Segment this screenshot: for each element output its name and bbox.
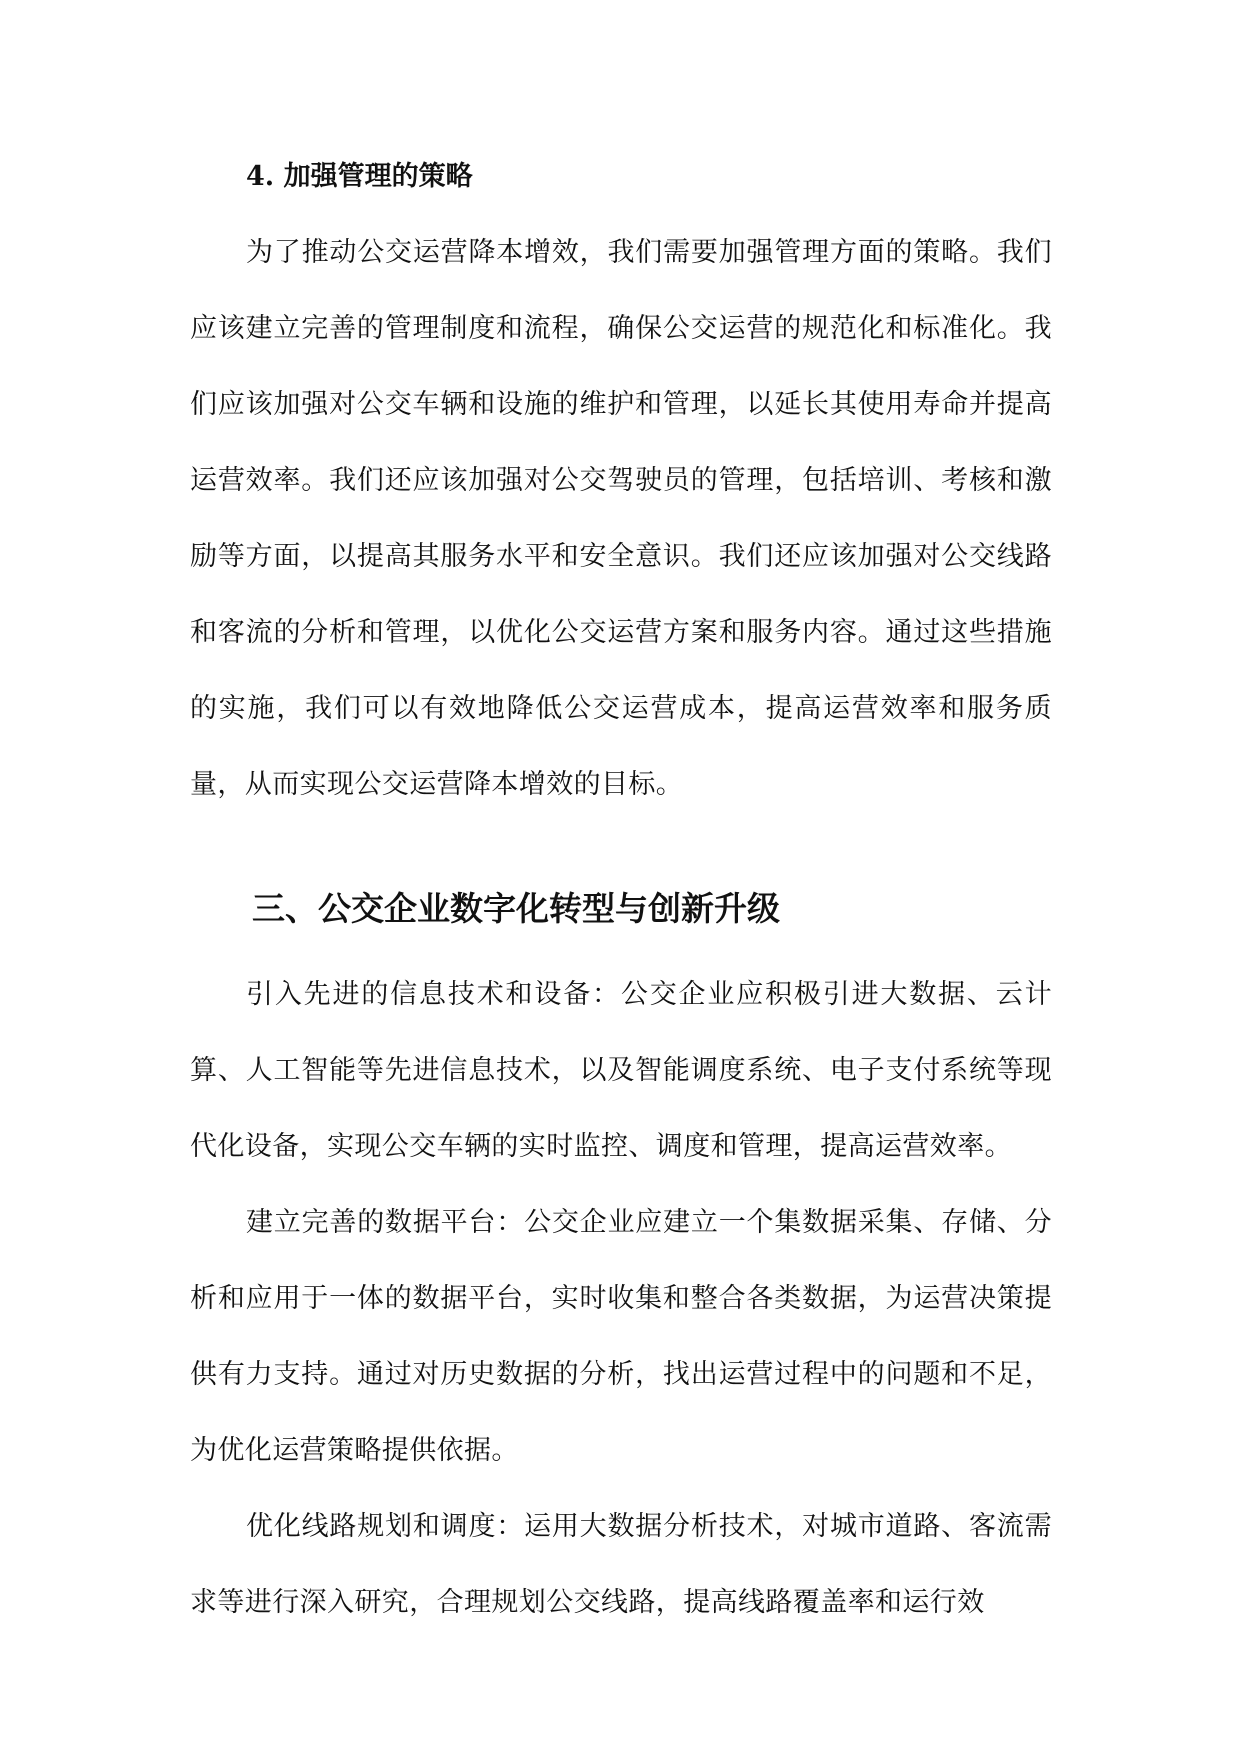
- route-planning-paragraph: 优化线路规划和调度：运用大数据分析技术，对城市道路、客流需求等进行深入研究，合理规划公交线路，提高线路覆盖率和运行效: [190, 1511, 1052, 1618]
- page-content: [190, 139, 1052, 1641]
- data-platform-paragraph: 建立完善的数据平台：公交企业应建立一个集数据采集、存储、分析和应用于一体的数据平台，实时收集和整合各类数据，为运营决策提供有力支持。通过对历史数据的分析，找出运营过程中的问题和不足，为优化运营策略提供依据。: [190, 1207, 1052, 1466]
- subsection-title: 4. 加强管理的策略: [246, 161, 473, 192]
- management-strategy-paragraph: 为了推动公交运营降本增效，我们需要加强管理方面的策略。我们应该建立完善的管理制度和流程，确保公交运营的规范化和标准化。我们应该加强对公交车辆和设施的维护和管理，以延长其使用寿命并提高运营效率。我们还应该加强对公交驾驶员的管理，包括培训、考核和激励等方面，以提高其服务水平和安全意识。我们还应该加强对公交线路和客流的分析和管理，以优化公交运营方案和服务内容。通过这些措施的实施，我们可以有效地降低公交运营成本，提高运营效率和服务质量，从而实现公交运营降本增效的目标。: [190, 237, 1052, 800]
- info-tech-paragraph: 引入先进的信息技术和设备：公交企业应积极引进大数据、云计算、人工智能等先进信息技术，以及智能调度系统、电子支付系统等现代化设备，实现公交车辆的实时监控、调度和管理，提高运营效率。: [190, 979, 1052, 1162]
- section-heading: 三、公交企业数字化转型与创新升级: [252, 889, 780, 928]
